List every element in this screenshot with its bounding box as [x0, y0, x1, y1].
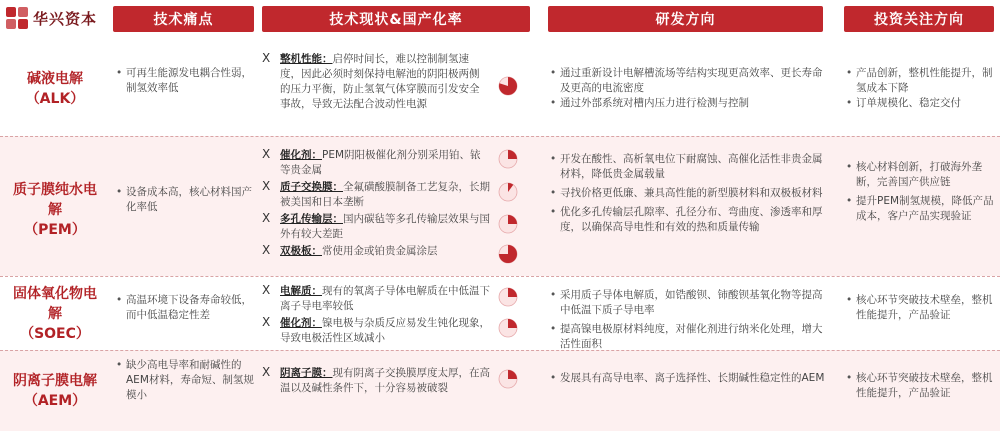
row-title-aem: 阴离子膜电解 （AEM） [13, 373, 97, 409]
harvey-ball-fill [508, 150, 517, 159]
header-invest: 投资关注方向 [844, 6, 994, 32]
logo-text: 华兴资本 [33, 9, 98, 28]
header-rd: 研发方向 [548, 6, 823, 32]
status-item: X 质子交换膜：全氟磺酸膜制备工艺复杂，长期被美国和日本垄断 [262, 179, 490, 208]
harvey-ball-icon [498, 369, 518, 389]
harvey-ball-fill [508, 370, 517, 379]
header-status: 技术现状&国产化率 [262, 6, 530, 32]
status-item: X 阴离子膜：现有阴离子交换膜厚度太厚，在高温以及碱性条件下，十分容易被破裂 [262, 365, 490, 394]
invest-aem: • 核心环节突破技术壁垒，整机性能提升，产品验证 [844, 371, 994, 401]
status-item: X 催化剂：PEM阴阳极催化剂分别采用铂、铱等贵金属 [262, 147, 481, 176]
invest-soec: • 核心环节突破技术壁垒，整机性能提升，产品验证 [844, 293, 994, 323]
status-item: X 双极板：常使用金或铂贵金属涂层 [262, 243, 438, 257]
harvey-ball-fill [508, 288, 517, 297]
harvey-ball-icon [498, 318, 518, 338]
harvey-ball-icon [498, 244, 518, 264]
pain-alk: • 可再生能源发电耦合性弱，制氢效率低 [114, 66, 254, 96]
row-title-pem: 质子膜纯水电解 （PEM） [13, 182, 97, 238]
invest-pem: • 核心材料创新，打破海外垄断，完善国产供应链 • 提升PEM制氢规模，降低产品成本，客户产品实现验证 [844, 160, 994, 224]
rd-pem: • 开发在酸性、高析氧电位下耐腐蚀、高催化活性非贵金属材料，降低贵金属载量 • 寻找价格更低廉、兼具高性能的新型膜材料和双极板材料 • 优化多孔传输层孔隙率、孔径分布、弯曲度、渗透率和厚度，以确保高导电性和有效的热和质量传输 [548, 152, 826, 235]
harvey-ball-icon [498, 182, 518, 202]
harvey-ball-icon [498, 149, 518, 169]
harvey-ball-icon [498, 214, 518, 234]
status-item: X 整机性能：启停时间长，难以控制制氢速度，因此必须时刻保持电解池的阴阳极两侧的压力平衡，防止氢氧气体穿膜而引发安全事故，导致无法配合波动性电源 [262, 51, 480, 110]
status-aem [262, 366, 490, 396]
rd-alk: • 通过重新设计电解槽流场等结构实现更高效率、更长寿命及更高的电流密度 • 通过外部系统对槽内压力进行检测与控制 [548, 66, 826, 111]
status-soec [262, 284, 490, 346]
invest-alk: • 产品创新，整机性能提升，制氢成本下降 • 订单规模化、稳定交付 [844, 66, 994, 111]
logo [6, 6, 106, 30]
pain-pem: • 设备成本高，核心材料国产化率低 [114, 185, 254, 215]
row-divider [0, 350, 1000, 351]
status-item: X 多孔传输层：国内碳毡等多孔传输层效果与国外有较大差距 [262, 211, 490, 240]
row-divider [0, 136, 1000, 137]
harvey-ball-icon [498, 76, 518, 96]
row-title-alk: 碱液电解 （ALK） [25, 71, 85, 107]
pain-aem: • 缺少高电导率和耐碱性的AEM材料，寿命短、制氢规模小 [114, 358, 254, 403]
harvey-ball-icon [498, 287, 518, 307]
status-item: X 催化剂：镍电极与杂质反应易发生钝化现象，导致电极活性区域减小 [262, 315, 490, 344]
rd-soec: • 采用质子导体电解质，如锆酸钡、铈酸钡基氧化物等提高中低温下质子导电率 • 提高镍电极原材料纯度，对催化剂进行纳米化处理，增大活性面积 [548, 288, 826, 352]
rd-aem: • 发展具有高导电率、离子选择性、长期碱性稳定性的AEM [548, 371, 826, 386]
status-alk [262, 52, 488, 112]
harvey-ball-fill [508, 215, 517, 224]
logo-mark-icon [6, 7, 28, 29]
pain-soec: • 高温环境下设备寿命较低，而中低温稳定性差 [114, 293, 254, 323]
row-title-soec: 固体氧化物电解 （SOEC） [13, 286, 97, 342]
header-pain: 技术痛点 [113, 6, 254, 32]
harvey-ball-fill [508, 319, 517, 328]
row-divider [0, 276, 1000, 277]
status-item: X 电解质：现有的氧离子导体电解质在中低温下离子导电率较低 [262, 283, 490, 312]
status-pem [262, 148, 490, 259]
